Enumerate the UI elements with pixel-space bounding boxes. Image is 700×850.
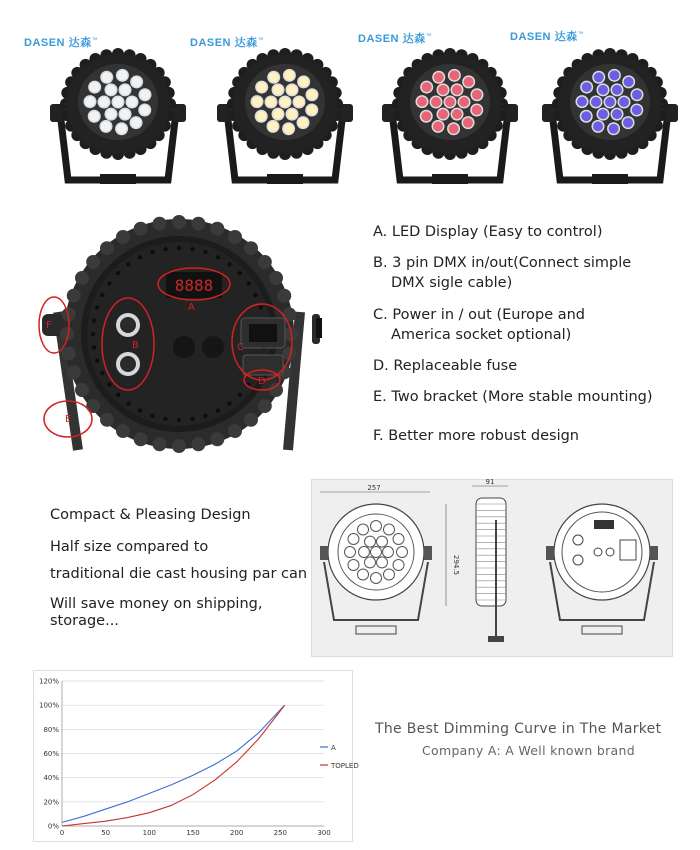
y-tick-label: 80% bbox=[43, 725, 59, 734]
y-tick-label: 0% bbox=[47, 822, 59, 831]
label-f: F bbox=[46, 320, 52, 331]
design-title: Compact & Pleasing Design bbox=[50, 507, 251, 523]
brand-logo: DASEN 达森™ bbox=[358, 33, 433, 45]
back-panel-photo bbox=[38, 222, 320, 450]
label-b: B bbox=[132, 340, 139, 351]
led-display-digits: 8888 bbox=[174, 276, 214, 295]
feature-c: C. Power in / out (Europe and America socket optional) bbox=[373, 307, 586, 343]
feature-e: E. Two bracket (More stable mounting) bbox=[373, 389, 653, 405]
x-tick-label: 200 bbox=[229, 829, 244, 837]
label-a: A bbox=[188, 302, 195, 313]
x-tick-label: 50 bbox=[101, 829, 111, 837]
legend-label: A bbox=[331, 744, 336, 752]
par-light-white bbox=[38, 42, 198, 202]
design-line-1: Half size compared to bbox=[50, 539, 209, 555]
y-tick-label: 20% bbox=[43, 798, 59, 807]
brand-logo: DASEN 达森™ bbox=[510, 31, 585, 43]
dimming-curve-chart bbox=[33, 670, 359, 842]
feature-d: D. Replaceable fuse bbox=[373, 358, 518, 374]
y-tick-label: 40% bbox=[43, 774, 59, 783]
chart-caption-title: The Best Dimming Curve in The Market bbox=[375, 721, 662, 737]
x-tick-label: 300 bbox=[317, 829, 331, 837]
feature-a: A. LED Display (Easy to control) bbox=[373, 224, 603, 240]
feature-b: B. 3 pin DMX in/out(Connect simple DMX sigle cable) bbox=[373, 255, 632, 291]
brand-logo: DASEN 达森™ bbox=[24, 37, 99, 49]
y-tick-label: 100% bbox=[38, 701, 59, 710]
design-line-3: Will save money on shipping, storage... bbox=[50, 596, 263, 629]
label-e: E bbox=[65, 414, 72, 425]
par-light-blue bbox=[530, 42, 690, 202]
legend-label: TOPLED bbox=[331, 762, 359, 770]
y-tick-label: 120% bbox=[38, 677, 59, 686]
technical-drawing bbox=[311, 479, 673, 657]
y-tick-label: 60% bbox=[43, 750, 59, 758]
dim-width: 257 bbox=[367, 484, 381, 492]
x-tick-label: 150 bbox=[186, 829, 200, 837]
par-light-red bbox=[370, 42, 530, 202]
x-tick-label: 250 bbox=[273, 829, 288, 837]
dim-height: 294.5 bbox=[452, 555, 460, 576]
par-light-warm bbox=[205, 42, 365, 202]
x-tick-label: 0 bbox=[59, 829, 65, 837]
feature-f: F. Better more robust design bbox=[373, 428, 579, 444]
brand-logo: DASEN 达森™ bbox=[190, 37, 265, 49]
x-tick-label: 100 bbox=[142, 829, 157, 837]
series-line-topled bbox=[62, 705, 285, 826]
label-c: C bbox=[237, 342, 244, 353]
chart-caption-subtitle: Company A: A Well known brand bbox=[422, 743, 635, 758]
label-d: D bbox=[258, 376, 266, 387]
design-line-2: traditional die cast housing par can bbox=[50, 566, 308, 582]
dim-depth: 91 bbox=[485, 478, 495, 486]
